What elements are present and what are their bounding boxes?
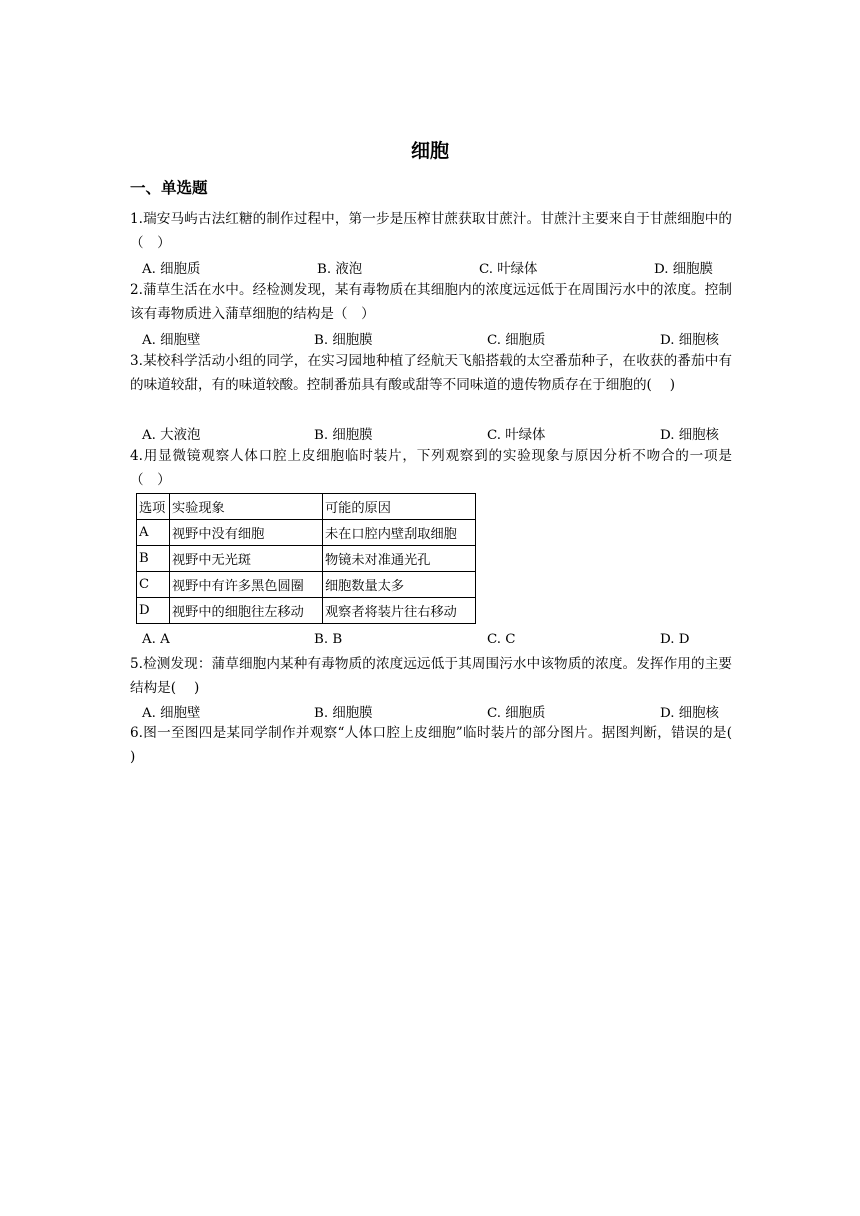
table-cell: 未在口腔内壁刮取细胞	[323, 520, 476, 546]
table-cell: A	[137, 520, 170, 546]
table-row	[137, 572, 476, 598]
question-1-options	[142, 258, 732, 278]
question-2-option-c[interactable]: C. 细胞质	[487, 333, 546, 348]
table-cell: C	[137, 572, 170, 598]
table-cell: B	[137, 546, 170, 572]
question-3-option-a[interactable]: A. 大液泡	[142, 428, 201, 443]
table-cell: D	[137, 598, 170, 624]
question-5-options	[142, 702, 732, 722]
table-header-cell: 可能的原因	[323, 494, 476, 520]
question-1-option-c[interactable]: C. 叶绿体	[479, 262, 538, 277]
table-header-cell: 选项	[137, 494, 170, 520]
table-row	[137, 598, 476, 624]
question-3-text: 3.某校科学活动小组的同学，在实习园地种植了经航天飞船搭载的太空番茄种子，在收获的番茄中有的味道较甜，有的味道较酸。控制番茄具有酸或甜等不同味道的遗传物质存在于细胞的( )	[130, 353, 732, 393]
question-4-options	[142, 632, 732, 652]
question-5-option-a[interactable]: A. 细胞壁	[142, 706, 201, 721]
question-1-option-b[interactable]: B. 液泡	[317, 262, 363, 277]
question-4-option-b[interactable]: B. B	[314, 632, 343, 647]
question-4-option-c[interactable]: C. C	[487, 632, 516, 647]
document-title: 细胞	[410, 140, 449, 162]
table-cell: 物镜未对准通光孔	[323, 546, 476, 572]
question-2-option-a[interactable]: A. 细胞壁	[142, 333, 201, 348]
question-2-text: 2.蒲草生活在水中。经检测发现，某有毒物质在其细胞内的浓度远远低于在周围污水中的浓度。控制该有毒物质进入蒲草细胞的结构是（ ）	[130, 282, 732, 322]
question-6-text: 6.图一至图四是某同学制作并观察“人体口腔上皮细胞”临时装片的部分图片。据图判断，错误的是( )	[130, 725, 750, 765]
table-row	[137, 520, 476, 546]
section-title: 一、单选题	[130, 179, 208, 197]
question-1-option-a[interactable]: A. 细胞质	[142, 262, 201, 277]
question-4-table	[136, 493, 476, 624]
table-row	[137, 546, 476, 572]
question-1-option-d[interactable]: D. 细胞膜	[654, 262, 713, 277]
question-3-option-c[interactable]: C. 叶绿体	[487, 428, 546, 443]
question-5-option-c[interactable]: C. 细胞质	[487, 706, 546, 721]
question-3-option-d[interactable]: D. 细胞核	[660, 428, 719, 443]
question-1-text: 1.瑞安马屿古法红糖的制作过程中，第一步是压榨甘蔗获取甘蔗汁。甘蔗汁主要来自于甘蔗细胞中的（ ）	[130, 211, 732, 251]
question-2-options	[142, 329, 732, 349]
question-2-option-d[interactable]: D. 细胞核	[660, 333, 719, 348]
table-cell: 观察者将装片往右移动	[323, 598, 476, 624]
question-4-option-a[interactable]: A. A	[142, 632, 170, 647]
table-header-cell: 实验现象	[170, 494, 323, 520]
table-cell: 视野中没有细胞	[170, 520, 323, 546]
question-3-option-b[interactable]: B. 细胞膜	[314, 428, 373, 443]
question-4-text: 4.用显微镜观察人体口腔上皮细胞临时装片，下列观察到的实验现象与原因分析不吻合的一项是（ ）	[130, 448, 732, 488]
table-cell: 细胞数量太多	[323, 572, 476, 598]
question-5-option-d[interactable]: D. 细胞核	[660, 706, 719, 721]
question-2-option-b[interactable]: B. 细胞膜	[314, 333, 373, 348]
table-cell: 视野中有许多黑色圆圈	[170, 572, 323, 598]
table-header-row	[137, 494, 476, 520]
table-cell: 视野中无光斑	[170, 546, 323, 572]
table-cell: 视野中的细胞往左移动	[170, 598, 323, 624]
question-4-option-d[interactable]: D. D	[660, 632, 690, 647]
question-5-text: 5.检测发现：蒲草细胞内某种有毒物质的浓度远远低于其周围污水中该物质的浓度。发挥作用的主要结构是( )	[130, 656, 732, 696]
question-3-options	[142, 424, 732, 444]
question-5-option-b[interactable]: B. 细胞膜	[314, 706, 373, 721]
